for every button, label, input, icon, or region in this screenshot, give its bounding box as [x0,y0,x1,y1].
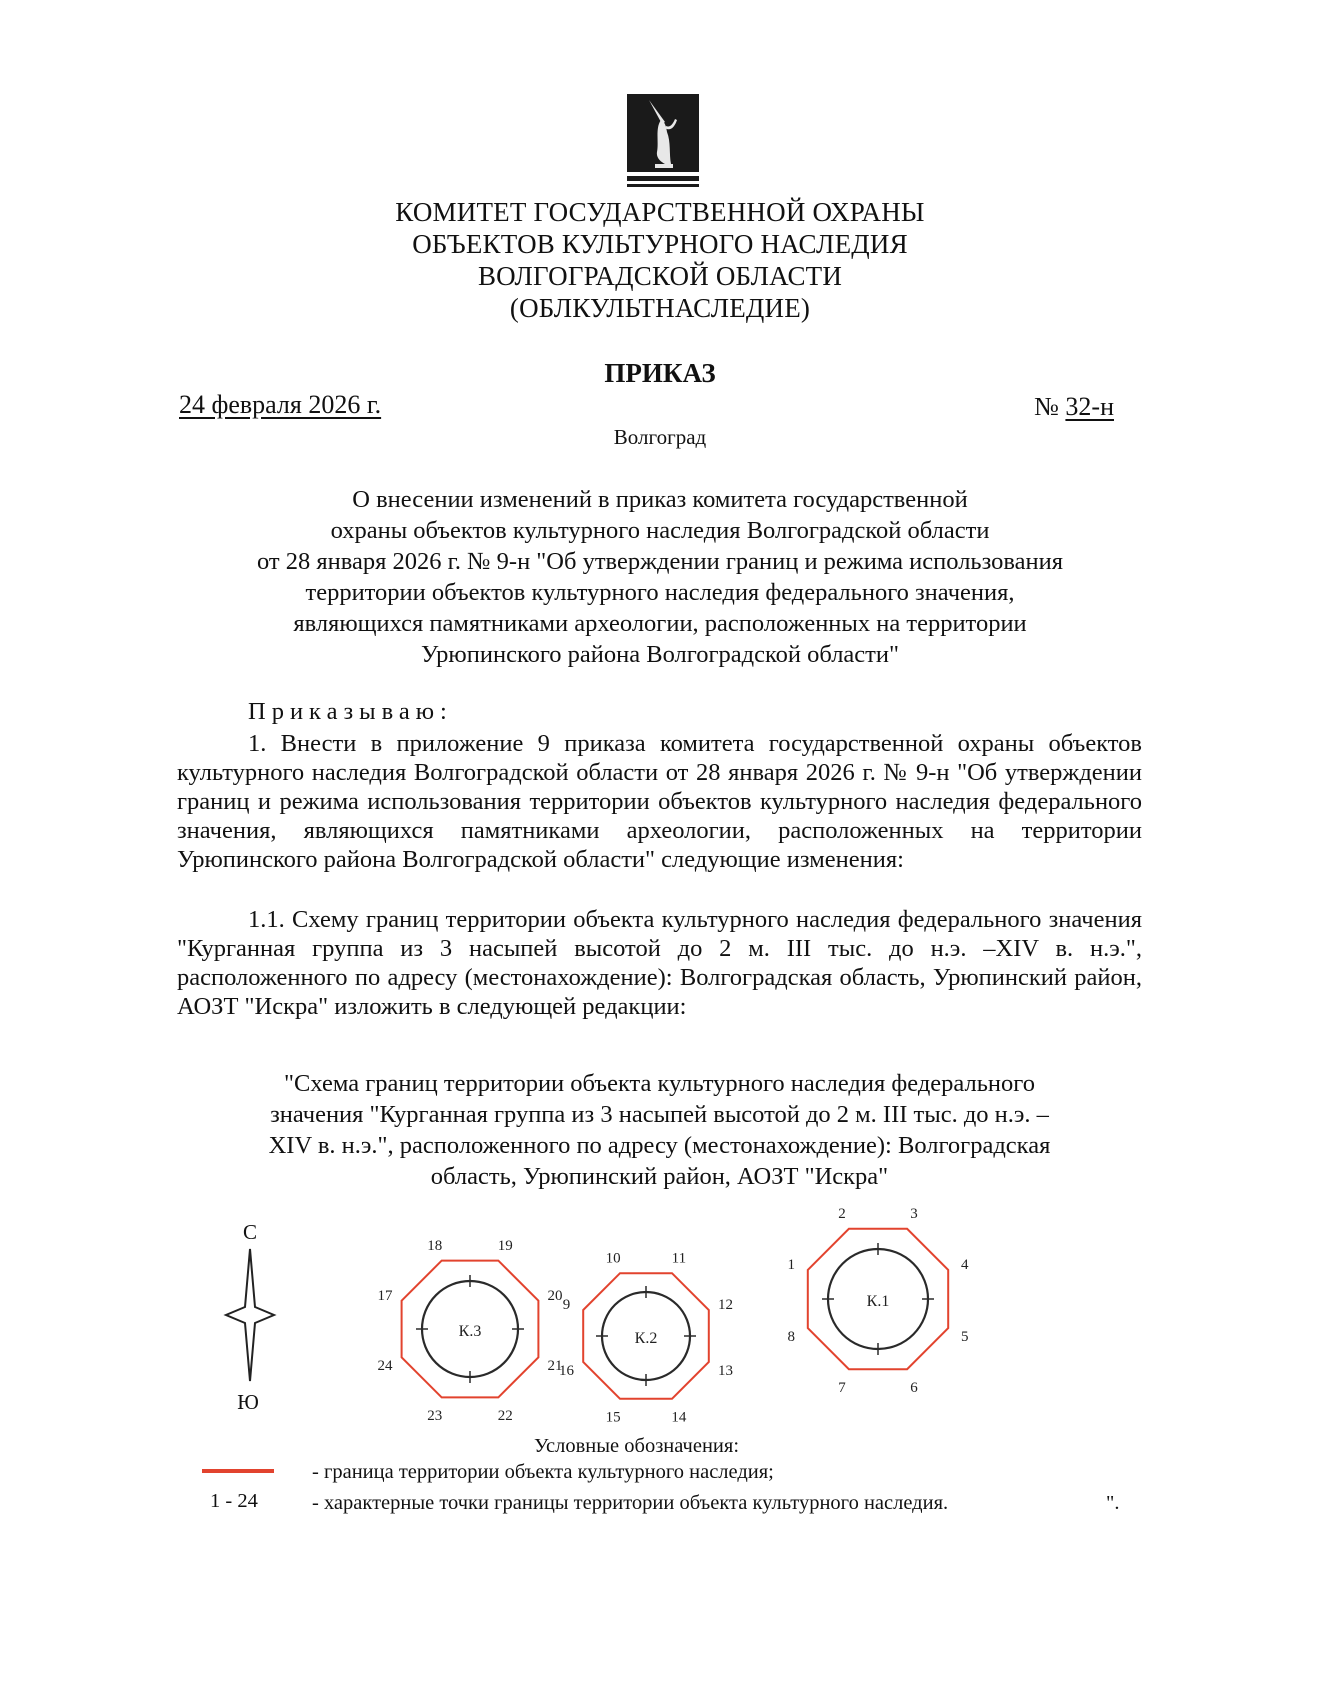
paragraph-1: 1. Внести в приложение 9 приказа комитета государственной охраны объектов культурного наследия Волгоградской области от 28 января 2026 г. № 9-н "Об утверждении границ и режима использования территории объектов культурного наследия федерального значения, являющихся памятниками археологии, расположенных на территории Урюпинского района Волгоградской области" следующие изменения: [177,730,1142,873]
org-line-2: ОБЪЕКТОВ КУЛЬТУРНОГО НАСЛЕДИЯ [412,229,908,259]
boundary-point-label: 8 [787,1329,795,1345]
compass-rose-icon [226,1249,274,1381]
boundary-point-label: 18 [427,1238,443,1254]
mound-k3-label: К.3 [458,1323,482,1340]
number-prefix: № [1034,392,1059,421]
document-number [1034,392,1114,422]
compass-south-label: Ю [237,1390,259,1414]
document-city: Волгоград [613,425,707,449]
organization-name [0,196,1320,324]
boundary-point-label: 7 [838,1379,846,1396]
mound-k2-label: К.2 [634,1330,658,1347]
boundary-point-label: 15 [605,1409,621,1426]
boundary-point-label: 16 [559,1362,574,1379]
boundary-point-label: 1 [787,1257,795,1273]
volgograd-emblem-icon [625,92,701,188]
scheme-title-line-4: область, Урюпинский район, АОЗТ "Искра" [430,1163,889,1190]
boundary-scheme-svg [200,1206,1000,1426]
paragraph-1-1: 1.1. Схему границ территории объекта культурного наследия федерального значения "Курганная группа из 3 насыпей высотой до 2 м. III тыс. до н.э. –XIV в. н.э.", расположенного по адресу (местонахождение): Волгоградская область, Урюпинский район, АОЗТ "Искра" изложить в следующей редакции: [177,906,1142,1020]
boundary-point-label: 21 [547,1358,563,1375]
boundary-point-label: 13 [718,1362,733,1379]
org-line-4: (ОБЛКУЛЬТНАСЛЕДИЕ) [509,293,811,323]
mound-k3 [378,1238,563,1424]
number-value: 32-н [1065,392,1114,421]
legend-points-range: 1 - 24 [210,1490,258,1512]
order-verb: Приказываю: [248,698,453,725]
subject-line-6: Урюпинского района Волгоградской области" [420,641,899,668]
boundary-point-label: 17 [377,1287,393,1304]
subject-line-4: территории объектов культурного наследия федерального значения, [305,579,1015,606]
legend-boundary-swatch [202,1469,274,1473]
subject-line-3: от 28 января 2026 г. № 9-н "Об утверждении границ и режима использования [256,548,1064,575]
document-type-title: ПРИКАЗ [604,358,716,388]
org-line-3: ВОЛГОГРАДСКОЙ ОБЛАСТИ [477,261,843,291]
org-line-1: КОМИТЕТ ГОСУДАРСТВЕННОЙ ОХРАНЫ [395,197,925,227]
boundary-point-label: 6 [910,1379,918,1396]
subject-line-2: охраны объектов культурного наследия Волгоградской области [330,517,990,544]
mound-k1 [787,1206,969,1396]
boundary-point-label: 5 [961,1329,969,1345]
mound-k1-label: К.1 [866,1293,890,1310]
coat-of-arms-emblem [625,92,701,188]
boundary-point-label: 2 [838,1206,846,1223]
legend-boundary-text: - граница территории объекта культурного наследия; [312,1461,774,1483]
scheme-title-line-3: XIV в. н.э.", расположенного по адресу (местонахождение): Волгоградская [268,1132,1051,1159]
mound-k2 [559,1251,733,1426]
legend-points-text: - характерные точки границы территории объекта культурного наследия. [312,1492,949,1514]
legend-closing-quote: ". [1106,1492,1120,1514]
boundary-point-label: 20 [547,1287,563,1304]
scheme-title [177,1068,1142,1192]
boundary-point-label: 22 [497,1408,513,1424]
subject-line-5: являющихся памятниками археологии, расположенных на территории [293,610,1027,637]
boundary-point-label: 19 [497,1238,513,1254]
scheme-title-line-2: значения "Курганная группа из 3 насыпей высотой до 2 м. III тыс. до н.э. – [270,1101,1049,1128]
boundary-point-label: 12 [718,1297,733,1314]
boundary-point-label: 3 [910,1206,918,1223]
boundary-point-label: 9 [562,1297,571,1314]
boundary-point-label: 11 [671,1250,687,1267]
compass-north-label: С [242,1220,258,1244]
document-date: 24 февраля 2026 г. [179,390,382,419]
legend-title: Условные обозначения: [534,1435,740,1457]
boundary-point-label: 14 [671,1409,687,1426]
scheme-title-line-1: "Схема границ территории объекта культурного наследия федерального [284,1070,1035,1097]
subject-line-1: О внесении изменений в приказ комитета государственной [352,486,968,513]
boundary-scheme [200,1206,1000,1430]
boundary-point-label: 23 [427,1408,443,1424]
boundary-point-label: 10 [605,1250,621,1267]
document-subject [140,484,1180,670]
boundary-point-label: 24 [377,1358,393,1375]
boundary-point-label: 4 [961,1257,969,1273]
